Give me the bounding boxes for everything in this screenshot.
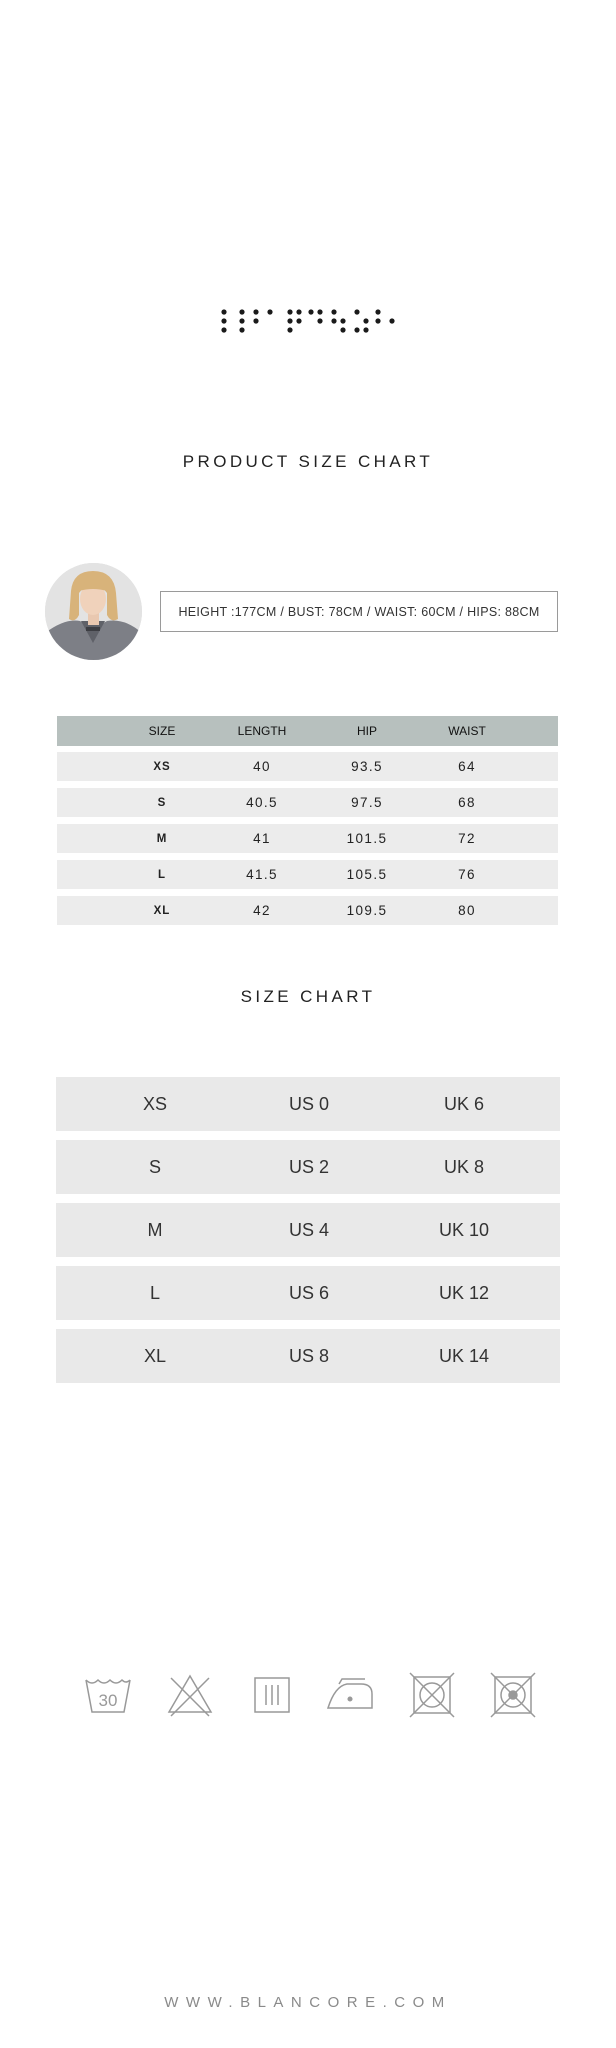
wash-30-icon — [83, 1670, 133, 1720]
length-cell: 41 — [253, 831, 271, 846]
header-hip: HIP — [356, 724, 377, 738]
size-chart-title: SIZE CHART — [240, 987, 376, 1006]
table-row — [57, 752, 558, 781]
hip-cell: 105.5 — [346, 867, 388, 882]
waist-cell: 80 — [458, 903, 476, 918]
hip-cell: 109.5 — [346, 903, 388, 918]
us-size: US 8 — [288, 1346, 330, 1366]
us-size: US 6 — [288, 1283, 330, 1303]
hip-cell: 97.5 — [351, 795, 383, 810]
hip-cell: 93.5 — [351, 759, 383, 774]
waist-cell: 68 — [458, 795, 476, 810]
length-cell: 40.5 — [246, 795, 278, 810]
uk-size: UK 14 — [438, 1346, 490, 1366]
hip-cell: 101.5 — [346, 831, 388, 846]
website-url: WWW.BLANCORE.COM — [164, 1994, 452, 2011]
uk-size: UK 6 — [443, 1094, 485, 1114]
uk-size: UK 8 — [443, 1157, 485, 1177]
header-length: LENGTH — [237, 724, 287, 738]
size-cell: XS — [153, 760, 171, 773]
dry-flat-icon — [247, 1670, 297, 1720]
model-measurements — [160, 591, 558, 632]
product-size-chart-title: PRODUCT SIZE CHART — [182, 452, 434, 471]
us-size: US 2 — [288, 1157, 330, 1177]
svg-text:30: 30 — [98, 1691, 118, 1710]
table-row — [57, 896, 558, 925]
table-header-row — [57, 716, 558, 746]
conversion-row — [56, 1203, 560, 1257]
header-waist: WAIST — [448, 724, 486, 738]
do-not-dry-clean-icon — [488, 1670, 538, 1720]
us-size: US 4 — [288, 1220, 330, 1240]
do-not-tumble-dry-icon — [407, 1670, 457, 1720]
table-row — [57, 860, 558, 889]
conversion-row — [56, 1140, 560, 1194]
length-cell: 40 — [253, 759, 271, 774]
conversion-row — [56, 1077, 560, 1131]
size-cell: L — [157, 868, 167, 881]
conversion-row — [56, 1266, 560, 1320]
us-size: US 0 — [288, 1094, 330, 1114]
brand-logo — [218, 308, 398, 334]
length-cell: 41.5 — [246, 867, 278, 882]
uk-size: UK 10 — [438, 1220, 490, 1240]
do-not-bleach-icon — [165, 1670, 215, 1720]
conversion-row — [56, 1329, 560, 1383]
uk-size: UK 12 — [438, 1283, 490, 1303]
waist-cell: 72 — [458, 831, 476, 846]
size-label: XS — [142, 1094, 167, 1114]
size-cell: S — [157, 796, 167, 809]
size-label: M — [147, 1220, 163, 1240]
waist-cell: 76 — [458, 867, 476, 882]
table-row — [57, 824, 558, 853]
size-cell: XL — [153, 904, 171, 917]
table-row — [57, 788, 558, 817]
size-label: S — [148, 1157, 161, 1177]
iron-low-icon — [325, 1670, 375, 1720]
size-label: XL — [143, 1346, 167, 1366]
product-size-table — [57, 716, 558, 932]
model-avatar — [45, 563, 142, 660]
model-measurements-text: HEIGHT :177CM / BUST: 78CM / WAIST: 60CM / HIPS: 88CM — [178, 604, 540, 619]
waist-cell: 64 — [458, 759, 476, 774]
size-cell: M — [156, 832, 168, 845]
size-label: L — [149, 1283, 160, 1303]
length-cell: 42 — [253, 903, 271, 918]
size-conversion-table — [56, 1077, 560, 1392]
header-size: SIZE — [148, 724, 176, 738]
